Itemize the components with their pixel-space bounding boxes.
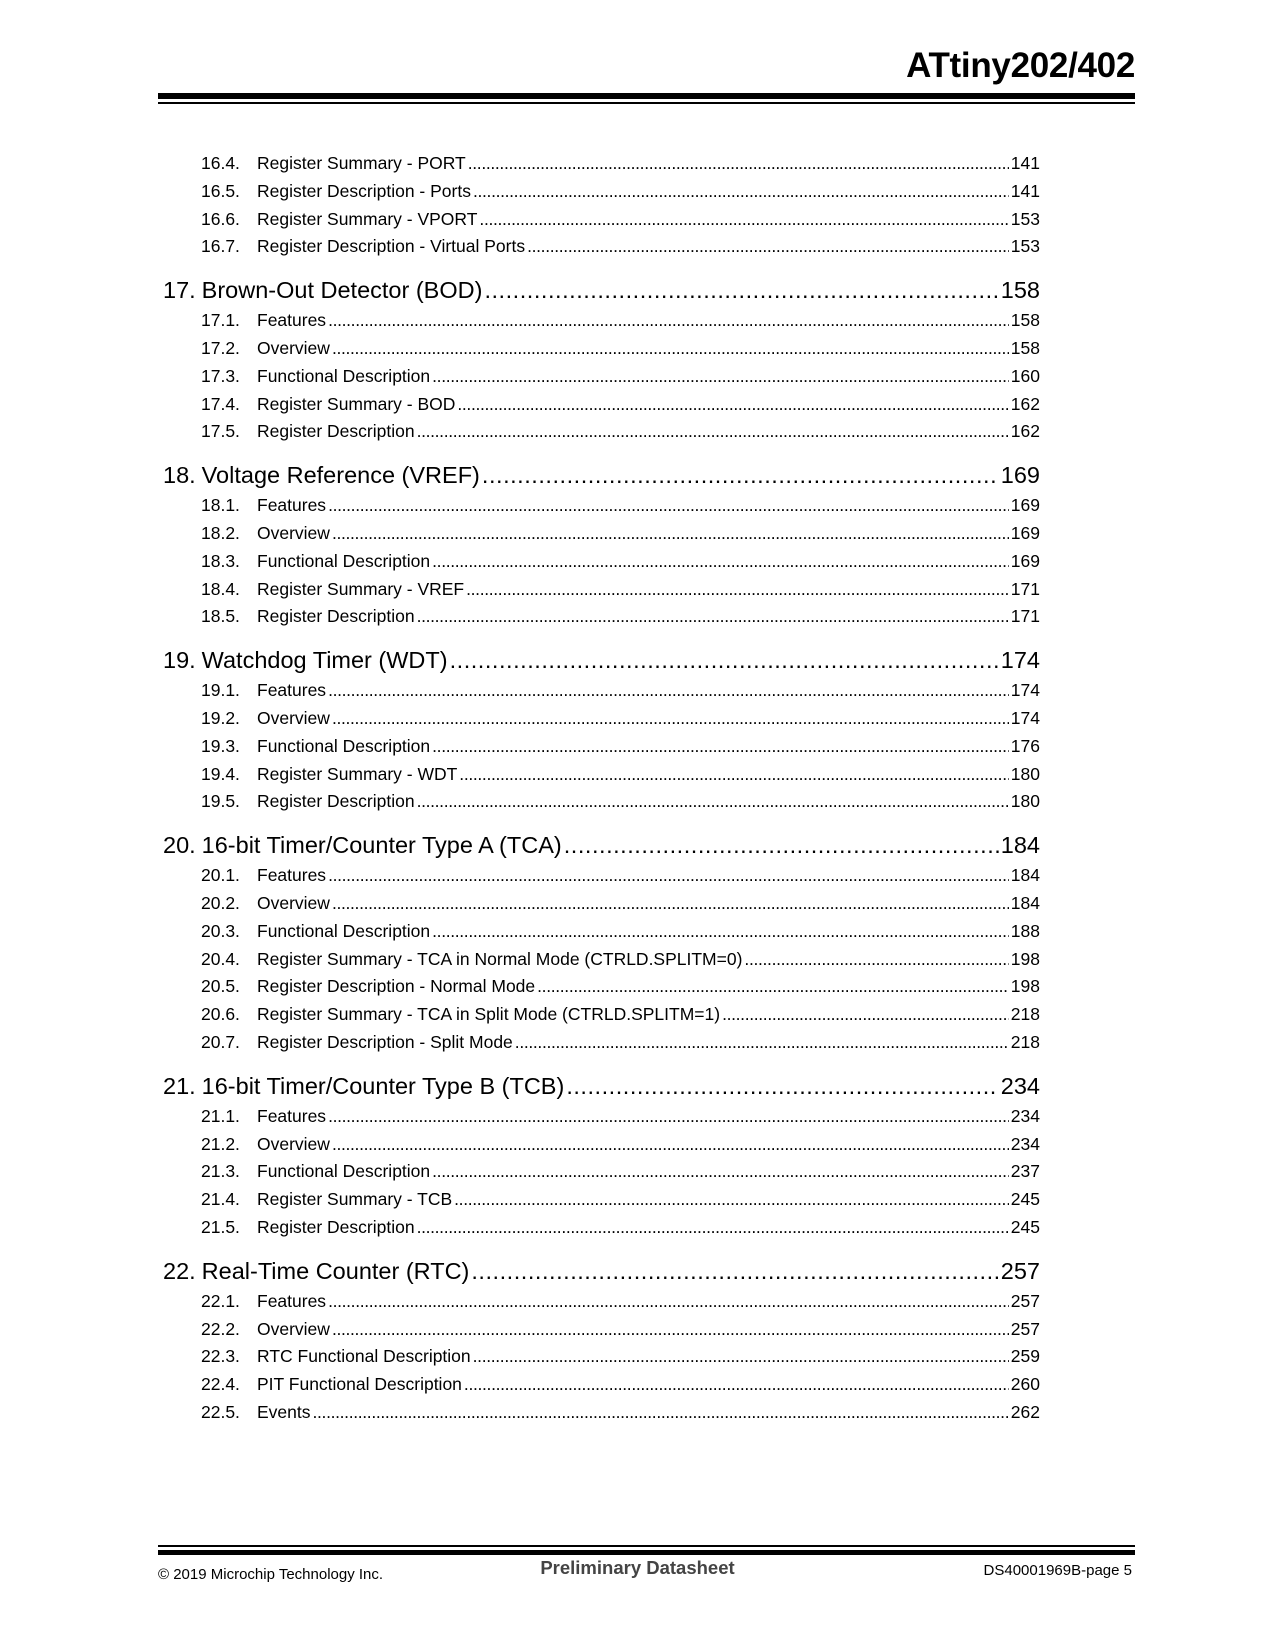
toc-subsection-entry[interactable] bbox=[163, 705, 1040, 733]
subsection-number: 18.4. bbox=[201, 578, 240, 599]
dot-leader bbox=[537, 973, 1009, 1001]
dot-leader bbox=[527, 233, 1009, 261]
subsection-page-number: 184 bbox=[1010, 892, 1040, 913]
section-title: Brown-Out Detector (BOD) bbox=[201, 277, 483, 304]
subsection-title: Register Summary - TCB bbox=[257, 1189, 453, 1210]
subsection-number: 17.3. bbox=[201, 365, 240, 386]
subsection-title: Events bbox=[257, 1401, 311, 1422]
toc-subsection-entry[interactable] bbox=[163, 1029, 1040, 1057]
toc-subsection-entry[interactable] bbox=[163, 1399, 1040, 1427]
subsection-number: 20.3. bbox=[201, 920, 240, 941]
subsection-number: 18.2. bbox=[201, 522, 240, 543]
subsection-page-number: 260 bbox=[1010, 1374, 1040, 1395]
subsection-title: Register Description - Ports bbox=[257, 180, 471, 201]
subsection-page-number: 171 bbox=[1010, 578, 1040, 599]
dot-leader bbox=[417, 788, 1009, 816]
toc-subsection-entry[interactable] bbox=[163, 1001, 1040, 1029]
toc-section-entry[interactable] bbox=[163, 274, 1040, 307]
section-number: 21. bbox=[163, 1072, 196, 1099]
dot-leader bbox=[332, 335, 1009, 363]
toc-section-group bbox=[163, 274, 1040, 446]
subsection-number: 22.2. bbox=[201, 1318, 240, 1339]
subsection-page-number: 180 bbox=[1010, 791, 1040, 812]
subsection-title: Register Description - Normal Mode bbox=[257, 976, 536, 997]
dot-leader bbox=[564, 829, 999, 862]
toc-subsection-entry[interactable] bbox=[163, 890, 1040, 918]
subsection-number: 18.3. bbox=[201, 550, 240, 571]
section-page-number: 174 bbox=[1000, 647, 1040, 674]
section-page-number: 184 bbox=[1000, 832, 1040, 859]
toc-subsection-entry[interactable] bbox=[163, 178, 1040, 206]
subsection-number: 17.1. bbox=[201, 310, 240, 331]
toc-subsection-entry[interactable] bbox=[163, 335, 1040, 363]
toc-subsection-entry[interactable] bbox=[163, 307, 1040, 335]
section-page-number: 257 bbox=[1000, 1257, 1040, 1284]
toc-subsection-entry[interactable] bbox=[163, 973, 1040, 1001]
toc-subsection-entry[interactable] bbox=[163, 733, 1040, 761]
subsection-page-number: 162 bbox=[1010, 421, 1040, 442]
subsection-title: Register Summary - PORT bbox=[257, 153, 466, 173]
section-title: Real-Time Counter (RTC) bbox=[201, 1257, 470, 1284]
toc-subsection-entry[interactable] bbox=[163, 1371, 1040, 1399]
subsection-number: 20.1. bbox=[201, 865, 240, 886]
section-title: 16-bit Timer/Counter Type A (TCA) bbox=[201, 832, 562, 859]
dot-leader bbox=[432, 918, 1009, 946]
subsection-number: 22.3. bbox=[201, 1346, 240, 1367]
subsection-title: Register Summary - VREF bbox=[257, 578, 465, 599]
subsection-page-number: 262 bbox=[1010, 1401, 1040, 1422]
toc-subsection-entry[interactable] bbox=[163, 576, 1040, 604]
subsection-title: Register Summary - TCA in Normal Mode (CTRLD.SPLITM=0) bbox=[257, 948, 743, 969]
toc-section-entry[interactable] bbox=[163, 459, 1040, 492]
dot-leader bbox=[328, 492, 1009, 520]
subsection-number: 16.5. bbox=[201, 180, 240, 201]
dot-leader bbox=[454, 1186, 1009, 1214]
subsection-page-number: 171 bbox=[1010, 606, 1040, 627]
subsection-number: 21.3. bbox=[201, 1161, 240, 1182]
section-number: 17. bbox=[163, 277, 196, 304]
toc-subsection-entry[interactable] bbox=[163, 1103, 1040, 1131]
subsection-title: Overview bbox=[257, 707, 330, 728]
dot-leader bbox=[332, 890, 1009, 918]
subsection-number: 21.5. bbox=[201, 1216, 240, 1237]
subsection-title: Register Description - Virtual Ports bbox=[257, 236, 526, 257]
toc-section-group bbox=[163, 150, 1040, 261]
subsection-page-number: 180 bbox=[1010, 763, 1040, 784]
subsection-number: 17.2. bbox=[201, 337, 240, 358]
section-number: 18. bbox=[163, 462, 196, 489]
section-title: Voltage Reference (VREF) bbox=[201, 462, 480, 489]
subsection-title: Register Summary - BOD bbox=[257, 393, 456, 414]
dot-leader bbox=[432, 1158, 1009, 1186]
subsection-title: Register Description bbox=[257, 606, 415, 627]
footer-rule-thin bbox=[158, 1545, 1135, 1547]
toc-section-group bbox=[163, 459, 1040, 631]
dot-leader bbox=[417, 418, 1009, 446]
subsection-number: 22.4. bbox=[201, 1374, 240, 1395]
toc-subsection-entry[interactable] bbox=[163, 1288, 1040, 1316]
section-number: 22. bbox=[163, 1257, 196, 1284]
toc-subsection-entry[interactable] bbox=[163, 150, 1040, 178]
dot-leader bbox=[457, 391, 1008, 419]
subsection-page-number: 245 bbox=[1010, 1189, 1040, 1210]
subsection-title: Register Summary - WDT bbox=[257, 763, 458, 784]
subsection-page-number: 169 bbox=[1010, 522, 1040, 543]
dot-leader bbox=[328, 1103, 1009, 1131]
dot-leader bbox=[332, 705, 1009, 733]
subsection-page-number: 160 bbox=[1010, 365, 1040, 386]
dot-leader bbox=[328, 1288, 1009, 1316]
subsection-title: PIT Functional Description bbox=[257, 1374, 462, 1395]
subsection-page-number: 184 bbox=[1010, 865, 1040, 886]
subsection-number: 16.7. bbox=[201, 236, 240, 257]
toc-subsection-entry[interactable] bbox=[163, 1214, 1040, 1242]
dot-leader bbox=[468, 150, 1009, 178]
subsection-title: Register Summary - TCA in Split Mode (CTRLD.SPLITM=1) bbox=[257, 1004, 721, 1025]
dot-leader bbox=[432, 363, 1009, 391]
document-page-number: DS40001969B-page 5 bbox=[983, 1562, 1132, 1579]
subsection-title: Features bbox=[257, 1290, 327, 1311]
subsection-number: 19.1. bbox=[201, 680, 240, 701]
subsection-page-number: 259 bbox=[1010, 1346, 1040, 1367]
dot-leader bbox=[722, 1001, 1009, 1029]
subsection-page-number: 257 bbox=[1010, 1290, 1040, 1311]
subsection-number: 20.6. bbox=[201, 1004, 240, 1025]
document-status: Preliminary Datasheet bbox=[540, 1557, 735, 1578]
dot-leader bbox=[459, 761, 1009, 789]
dot-leader bbox=[328, 307, 1009, 335]
subsection-title: Features bbox=[257, 680, 327, 701]
subsection-title: Register Summary - VPORT bbox=[257, 208, 478, 229]
toc-subsection-entry[interactable] bbox=[163, 492, 1040, 520]
subsection-page-number: 218 bbox=[1010, 1004, 1040, 1025]
subsection-number: 20.4. bbox=[201, 948, 240, 969]
subsection-page-number: 169 bbox=[1010, 550, 1040, 571]
subsection-number: 21.4. bbox=[201, 1189, 240, 1210]
subsection-title: Register Description bbox=[257, 421, 415, 442]
header-rule-thin bbox=[158, 102, 1135, 104]
toc-subsection-entry[interactable] bbox=[163, 418, 1040, 446]
subsection-number: 22.5. bbox=[201, 1401, 240, 1422]
toc-section-group bbox=[163, 1255, 1040, 1427]
dot-leader bbox=[332, 1131, 1009, 1159]
subsection-number: 20.5. bbox=[201, 976, 240, 997]
subsection-title: Overview bbox=[257, 337, 330, 358]
dot-leader bbox=[450, 644, 999, 677]
toc-subsection-entry[interactable] bbox=[163, 788, 1040, 816]
toc-section-group bbox=[163, 1070, 1040, 1242]
subsection-page-number: 141 bbox=[1010, 153, 1040, 173]
dot-leader bbox=[471, 1255, 998, 1288]
dot-leader bbox=[432, 733, 1009, 761]
dot-leader bbox=[332, 520, 1009, 548]
toc-subsection-entry[interactable] bbox=[163, 862, 1040, 890]
section-page-number: 234 bbox=[1000, 1072, 1040, 1099]
dot-leader bbox=[473, 1343, 1009, 1371]
subsection-page-number: 141 bbox=[1010, 180, 1040, 201]
toc-subsection-entry[interactable] bbox=[163, 1158, 1040, 1186]
subsection-page-number: 174 bbox=[1010, 680, 1040, 701]
toc-section-entry[interactable] bbox=[163, 644, 1040, 677]
subsection-page-number: 158 bbox=[1010, 310, 1040, 331]
subsection-number: 18.1. bbox=[201, 495, 240, 516]
subsection-title: Register Description - Split Mode bbox=[257, 1031, 513, 1052]
subsection-number: 16.6. bbox=[201, 208, 240, 229]
dot-leader bbox=[432, 548, 1009, 576]
subsection-page-number: 245 bbox=[1010, 1216, 1040, 1237]
toc-subsection-entry[interactable] bbox=[163, 1316, 1040, 1344]
subsection-title: Features bbox=[257, 495, 327, 516]
subsection-page-number: 237 bbox=[1010, 1161, 1040, 1182]
subsection-title: Overview bbox=[257, 1318, 330, 1339]
section-number: 19. bbox=[163, 647, 196, 674]
subsection-page-number: 153 bbox=[1010, 208, 1040, 229]
subsection-number: 19.5. bbox=[201, 791, 240, 812]
subsection-page-number: 234 bbox=[1010, 1105, 1040, 1126]
subsection-number: 17.4. bbox=[201, 393, 240, 414]
toc-subsection-entry[interactable] bbox=[163, 677, 1040, 705]
subsection-page-number: 188 bbox=[1010, 920, 1040, 941]
toc-section-group bbox=[163, 644, 1040, 816]
toc-subsection-entry[interactable] bbox=[163, 206, 1040, 234]
subsection-page-number: 158 bbox=[1010, 337, 1040, 358]
section-title: 16-bit Timer/Counter Type B (TCB) bbox=[201, 1072, 565, 1099]
subsection-title: Functional Description bbox=[257, 920, 431, 941]
subsection-number: 17.5. bbox=[201, 421, 240, 442]
subsection-title: Features bbox=[257, 310, 327, 331]
toc-subsection-entry[interactable] bbox=[163, 548, 1040, 576]
dot-leader bbox=[328, 862, 1009, 890]
subsection-title: Features bbox=[257, 865, 327, 886]
toc-subsection-entry[interactable] bbox=[163, 946, 1040, 974]
dot-leader bbox=[515, 1029, 1009, 1057]
subsection-page-number: 176 bbox=[1010, 735, 1040, 756]
toc-section-entry[interactable] bbox=[163, 1255, 1040, 1288]
subsection-number: 21.2. bbox=[201, 1133, 240, 1154]
subsection-title: Features bbox=[257, 1105, 327, 1126]
dot-leader bbox=[484, 274, 998, 307]
toc-subsection-entry[interactable] bbox=[163, 520, 1040, 548]
table-of-contents bbox=[163, 150, 1040, 1427]
subsection-title: Overview bbox=[257, 522, 330, 543]
subsection-page-number: 162 bbox=[1010, 393, 1040, 414]
subsection-number: 19.2. bbox=[201, 707, 240, 728]
subsection-number: 16.4. bbox=[201, 153, 240, 173]
toc-subsection-entry[interactable] bbox=[163, 918, 1040, 946]
dot-leader bbox=[482, 459, 999, 492]
subsection-page-number: 198 bbox=[1010, 948, 1040, 969]
toc-subsection-entry[interactable] bbox=[163, 1131, 1040, 1159]
section-title: Watchdog Timer (WDT) bbox=[201, 647, 448, 674]
subsection-page-number: 174 bbox=[1010, 707, 1040, 728]
subsection-title: Functional Description bbox=[257, 1161, 431, 1182]
dot-leader bbox=[313, 1399, 1009, 1427]
section-page-number: 169 bbox=[1000, 462, 1040, 489]
subsection-title: Overview bbox=[257, 892, 330, 913]
header-rule-thick bbox=[158, 93, 1135, 99]
dot-leader bbox=[473, 178, 1009, 206]
toc-section-entry[interactable] bbox=[163, 829, 1040, 862]
subsection-title: Register Description bbox=[257, 1216, 415, 1237]
toc-subsection-entry[interactable] bbox=[163, 363, 1040, 391]
dot-leader bbox=[328, 677, 1009, 705]
toc-subsection-entry[interactable] bbox=[163, 391, 1040, 419]
document-title: ATtiny202/402 bbox=[906, 46, 1135, 85]
subsection-page-number: 218 bbox=[1010, 1031, 1040, 1052]
subsection-page-number: 257 bbox=[1010, 1318, 1040, 1339]
subsection-number: 19.4. bbox=[201, 763, 240, 784]
toc-subsection-entry[interactable] bbox=[163, 603, 1040, 631]
subsection-number: 18.5. bbox=[201, 606, 240, 627]
footer-rule-thick bbox=[158, 1550, 1135, 1555]
subsection-page-number: 198 bbox=[1010, 976, 1040, 997]
dot-leader bbox=[332, 1316, 1009, 1344]
dot-leader bbox=[417, 1214, 1009, 1242]
dot-leader bbox=[464, 1371, 1009, 1399]
dot-leader bbox=[566, 1070, 998, 1103]
toc-subsection-entry[interactable] bbox=[163, 233, 1040, 261]
subsection-number: 20.7. bbox=[201, 1031, 240, 1052]
toc-section-entry[interactable] bbox=[163, 1070, 1040, 1103]
subsection-title: Functional Description bbox=[257, 365, 431, 386]
subsection-title: Register Description bbox=[257, 791, 415, 812]
dot-leader bbox=[744, 946, 1008, 974]
subsection-number: 22.1. bbox=[201, 1290, 240, 1311]
subsection-number: 21.1. bbox=[201, 1105, 240, 1126]
subsection-number: 20.2. bbox=[201, 892, 240, 913]
dot-leader bbox=[466, 576, 1009, 604]
subsection-number: 19.3. bbox=[201, 735, 240, 756]
dot-leader bbox=[479, 206, 1008, 234]
dot-leader bbox=[417, 603, 1009, 631]
subsection-title: Functional Description bbox=[257, 735, 431, 756]
section-page-number: 158 bbox=[1000, 277, 1040, 304]
subsection-page-number: 153 bbox=[1010, 236, 1040, 257]
subsection-title: RTC Functional Description bbox=[257, 1346, 471, 1367]
section-number: 20. bbox=[163, 832, 196, 859]
toc-section-group bbox=[163, 829, 1040, 1057]
subsection-title: Overview bbox=[257, 1133, 330, 1154]
subsection-title: Functional Description bbox=[257, 550, 431, 571]
copyright-text: © 2019 Microchip Technology Inc. bbox=[158, 1566, 384, 1583]
toc-subsection-entry[interactable] bbox=[163, 761, 1040, 789]
toc-subsection-entry[interactable] bbox=[163, 1186, 1040, 1214]
subsection-page-number: 234 bbox=[1010, 1133, 1040, 1154]
subsection-page-number: 169 bbox=[1010, 495, 1040, 516]
toc-subsection-entry[interactable] bbox=[163, 1343, 1040, 1371]
